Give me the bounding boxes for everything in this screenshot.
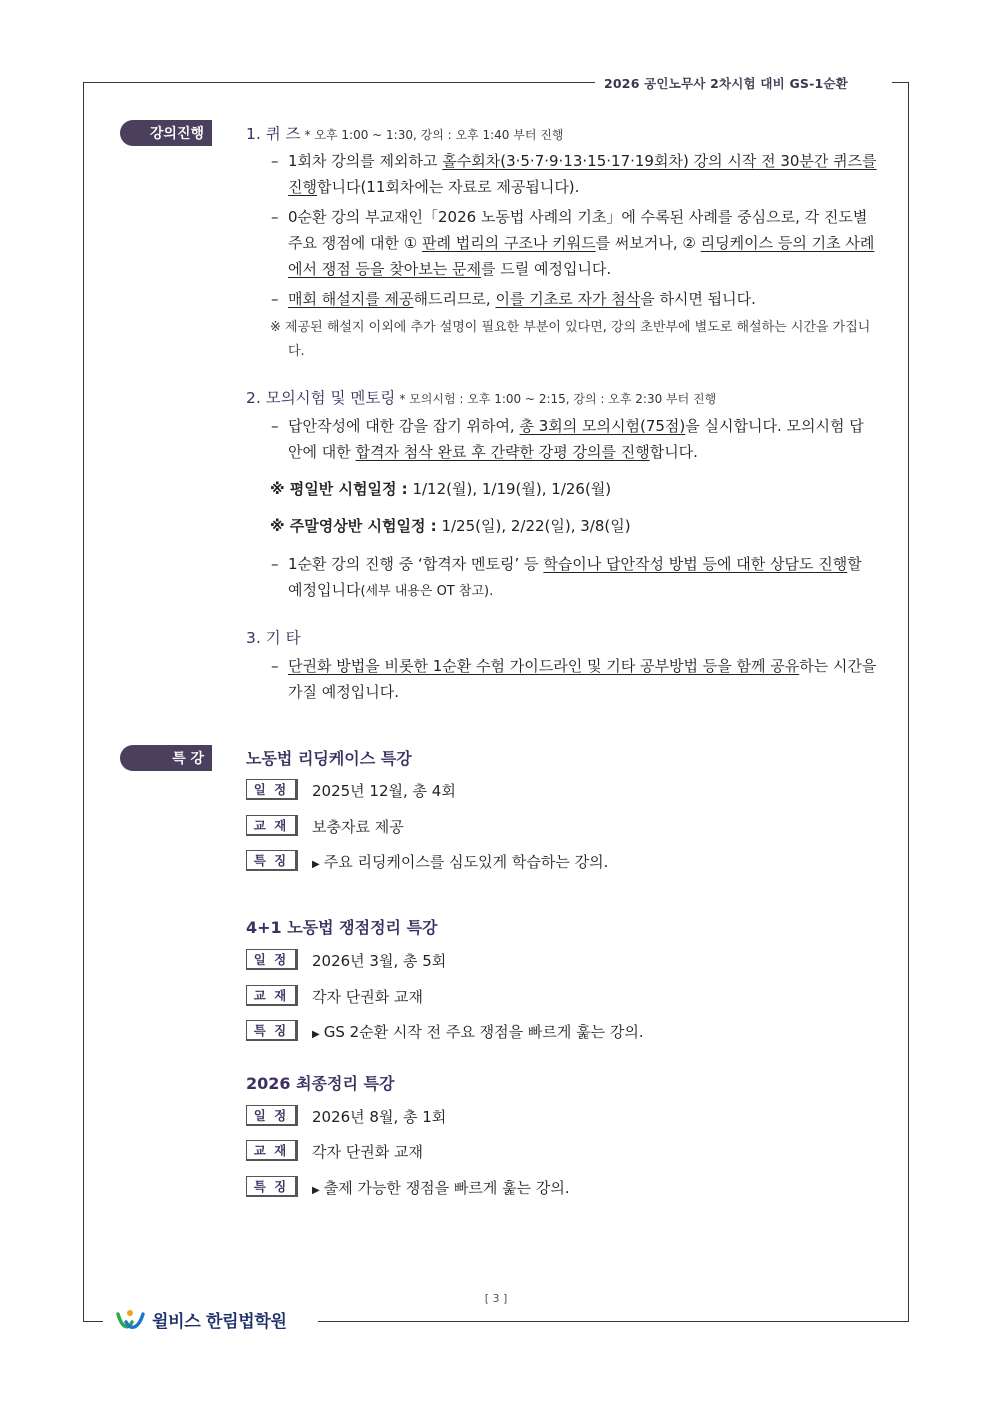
special-badge: 특 강 (120, 745, 212, 771)
course-feature: ▶ 출제 가능한 쟁점을 빠르게 훑는 강의. (312, 1179, 570, 1197)
section-mock-time: * 모의시험 : 오후 1:00 ~ 2:15, 강의 : 오후 2:30 부터 진행 (399, 392, 717, 406)
textbook-tag: 교 재 (246, 985, 298, 1006)
logo-text: 윌비스 한림법학원 (152, 1312, 287, 1332)
course-title: 노동법 리딩케이스 특강 (246, 749, 412, 768)
brand-logo (116, 1307, 287, 1332)
course-feature: ▶ 주요 리딩케이스를 심도있게 학습하는 강의. (312, 853, 609, 871)
course-textbook: 각자 단권화 교재 (312, 988, 423, 1006)
quiz-note: ※ 제공된 해설지 이외에 추가 설명이 필요한 부분이 있다면, 강의 초반부에 별도로 해설하는 시간을 가집니다. (270, 320, 871, 359)
section-mock-heading (246, 386, 716, 408)
triangle-bullet-icon: ▶ (312, 859, 320, 870)
feature-tag: 특 징 (246, 1176, 298, 1197)
section-etc-title: 3. 기 타 (246, 629, 301, 647)
weekend-exam-schedule: ※ 주말영상반 시험일정 : 1/25(일), 2/22(일), 3/8(일) (270, 517, 631, 535)
etc-para-1: – 단권화 방법을 비롯한 1순환 수험 가이드라인 및 기타 공부방법 등을 함께 공유하는 시간을 가질 예정입니다. (288, 653, 878, 705)
mock-para-1: – 답안작성에 대한 감을 잡기 위하여, 총 3회의 모의시험(75점)을 실시합니다. 모의시험 답안에 대한 합격자 첨삭 완료 후 간략한 강평 강의를 진행합니다. (288, 413, 878, 465)
course-schedule: 2025년 12월, 총 4회 (312, 782, 456, 800)
schedule-tag: 일 정 (246, 949, 298, 970)
course-textbook: 보충자료 제공 (312, 818, 404, 836)
section-quiz-heading (246, 122, 563, 144)
textbook-tag: 교 재 (246, 1140, 298, 1161)
course-textbook: 각자 단권화 교재 (312, 1143, 423, 1161)
dash-bullet: – (271, 152, 279, 170)
header-title: 2026 공인노무사 2차시험 대비 GS-1순환 (604, 76, 848, 91)
lecture-badge: 강의진행 (120, 120, 212, 146)
course-schedule: 2026년 3월, 총 5회 (312, 952, 447, 970)
quiz-para-3: – 매회 해설지를 제공해드리므로, 이를 기초로 자가 첨삭을 하시면 됩니다. (288, 286, 878, 312)
dash-bullet: – (271, 555, 279, 573)
course-title: 2026 최종정리 특강 (246, 1074, 395, 1093)
schedule-tag: 일 정 (246, 1105, 298, 1126)
page-number: [ 3 ] (484, 1292, 508, 1305)
frame-bottom-line (318, 1321, 909, 1322)
dash-bullet: – (271, 208, 279, 226)
frame-top-line-right (892, 82, 909, 83)
triangle-bullet-icon: ▶ (312, 1185, 320, 1196)
quiz-para-1: – 1회차 강의를 제외하고 홀수회차(3·5·7·9·13·15·17·19회차) 강의 시작 전 30분간 퀴즈를 진행합니다(11회차에는 자료로 제공됩니다). (288, 148, 878, 200)
frame-left-line (83, 82, 84, 1322)
section-quiz-time: * 오후 1:00 ~ 1:30, 강의 : 오후 1:40 부터 진행 (304, 128, 564, 142)
quiz-para-2: – 0순환 강의 부교재인「2026 노동법 사례의 기초」에 수록된 사례를 중심으로, 각 진도별 주요 쟁점에 대한 ① 판례 법리의 구조나 키워드를 써보거나, ② 리딩케이스 등의 기초 사례에서 쟁점 등을 찾아보는 문제를 드릴 예정입니다. (288, 204, 878, 282)
dash-bullet: – (271, 417, 279, 435)
triangle-bullet-icon: ▶ (312, 1029, 320, 1040)
dash-bullet: – (271, 290, 279, 308)
course-feature: ▶ GS 2순환 시작 전 주요 쟁점을 빠르게 훑는 강의. (312, 1023, 644, 1041)
section-mock-title: 2. 모의시험 및 멘토링 (246, 389, 396, 407)
schedule-tag: 일 정 (246, 779, 298, 800)
feature-tag: 특 징 (246, 1020, 298, 1041)
frame-right-line (908, 82, 909, 1322)
frame-bottom-line-left (83, 1321, 103, 1322)
dash-bullet: – (271, 657, 279, 675)
mock-para-2: – 1순환 강의 진행 중 ‘합격자 멘토링’ 등 학습이나 답안작성 방법 등에 대한 상담도 진행할 예정입니다(세부 내용은 OT 참고). (288, 551, 878, 605)
section-etc-heading (246, 626, 301, 648)
course-title: 4+1 노동법 쟁점정리 특강 (246, 918, 438, 937)
frame-top-line (83, 82, 595, 83)
weekday-exam-schedule: ※ 평일반 시험일정 : 1/12(월), 1/19(월), 1/26(월) (270, 480, 612, 498)
section-quiz-title: 1. 퀴 즈 (246, 125, 301, 143)
course-schedule: 2026년 8월, 총 1회 (312, 1108, 447, 1126)
logo-mark-icon (116, 1308, 146, 1332)
textbook-tag: 교 재 (246, 815, 298, 836)
feature-tag: 특 징 (246, 850, 298, 871)
